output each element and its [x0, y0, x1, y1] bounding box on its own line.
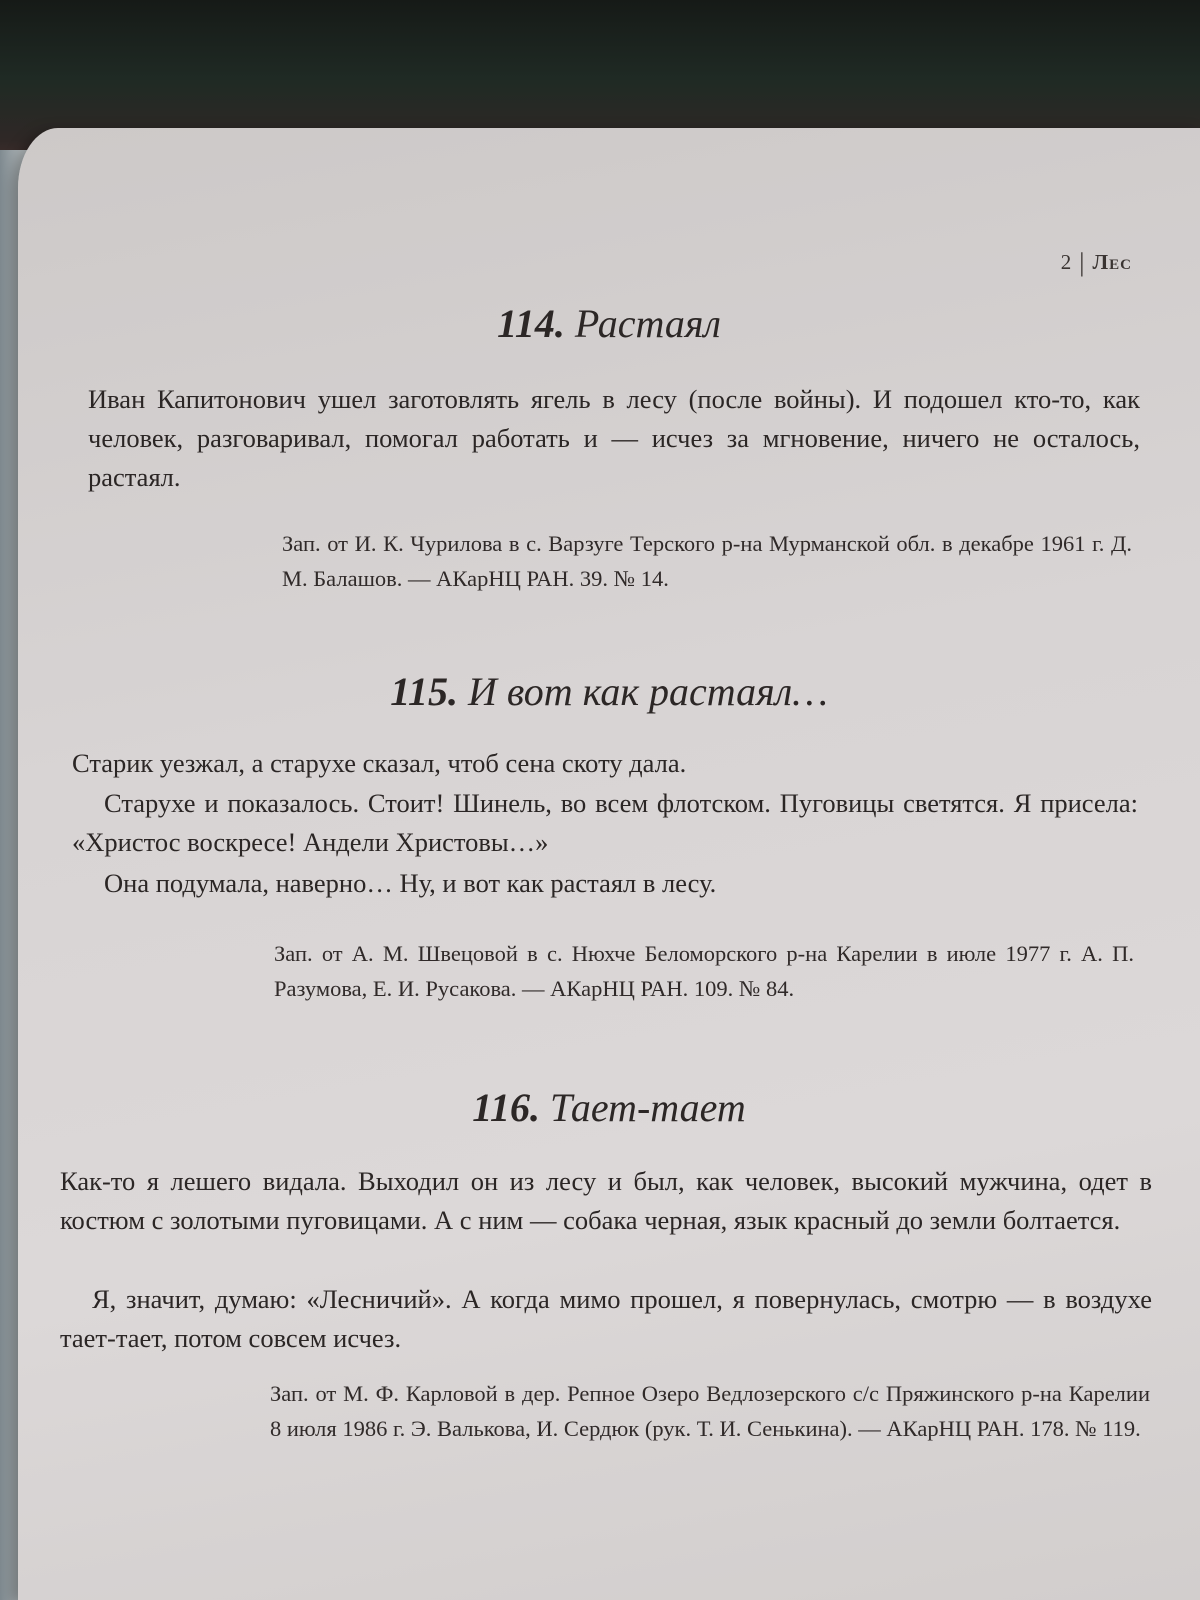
story-title-115: [18, 668, 1200, 715]
story-title-114: [18, 300, 1200, 347]
story-number: 114.: [497, 301, 565, 346]
story-number: 115.: [390, 669, 459, 714]
story-number: 116.: [472, 1085, 541, 1130]
story-paragraph: Старик уезжал, а старухе сказал, чтоб сена скоту дала.: [72, 748, 687, 778]
story-paragraph: Она подумала, наверно… Ну, и вот как растаял в лесу.: [104, 868, 717, 898]
story-title-text: Тает-тает: [550, 1085, 746, 1130]
book-page: [18, 128, 1200, 1600]
story-title-text: Растаял: [574, 301, 721, 346]
story-title-116: [18, 1084, 1200, 1131]
story-title-text: И вот как растаял…: [468, 669, 828, 714]
story-paragraph: Иван Капитонович ушел заготовлять ягель в лесу (после войны). И подошел кто-то, как человек, разговаривал, помогал работать и — исчез за мгновение, ничего не осталось, растаял.: [88, 384, 1140, 492]
page-number: 2: [1060, 250, 1072, 274]
story-source: Зап. от А. М. Швецовой в с. Нюхче Беломорского р-на Карелии в июле 1977 г. А. П. Разумова, Е. И. Русакова. — АКарНЦ РАН. 109. № 84.: [274, 941, 1134, 1001]
story-paragraph: Я, значит, думаю: «Лесничий». А когда мимо прошел, я повернулась, смотрю — в воздухе тает-тает, потом совсем исчез.: [60, 1284, 1152, 1353]
section-title: Лес: [1092, 250, 1132, 274]
story-paragraph: Старухе и показалось. Стоит! Шинель, во всем флотском. Пуговицы светятся. Я присела: «Христос воскресе! Андели Христовы…»: [72, 788, 1138, 857]
story-source: Зап. от И. К. Чурилова в с. Варзуге Терского р-на Мурманской обл. в декабре 1961 г. Д. М. Балашов. — АКарНЦ РАН. 39. № 14.: [282, 531, 1132, 591]
running-head: [1061, 248, 1132, 278]
story-source: Зап. от М. Ф. Карловой в дер. Репное Озеро Ведлозерского с/с Пряжинского р-на Карелии 8 июля 1986 г. Э. Валькова, И. Сердюк (рук. Т. И. Сенькина). — АКарНЦ РАН. 178. № 119.: [270, 1381, 1150, 1441]
running-head-separator: |: [1079, 248, 1085, 277]
story-paragraph: Как-то я лешего видала. Выходил он из лесу и был, как человек, высокий мужчина, одет в костюм с золотыми пуговицами. А с ним — собака черная, язык красный до земли болтается.: [60, 1166, 1152, 1235]
